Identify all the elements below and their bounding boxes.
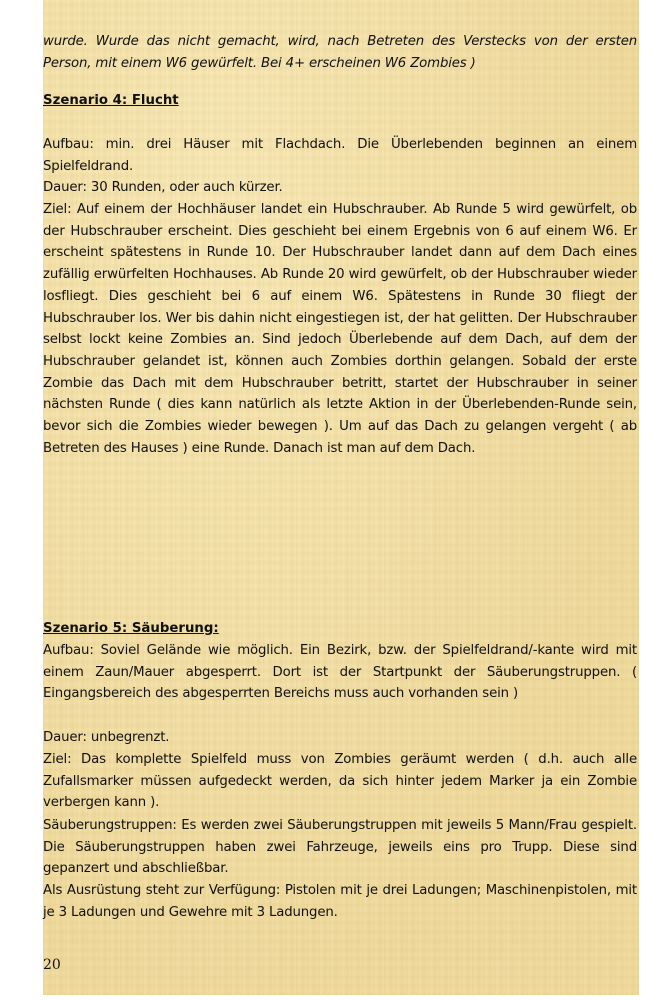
scenario-5-aufbau: Aufbau: Soviel Gelände wie möglich. Ein Bezirk, bzw. der Spielfeldrand/-kante wird mit einem Zaun/Mauer abgesperrt. Dort ist der Startpunkt der Säuberungstruppen. ( Eingangsbereich des abgesperrten Bereichs muss auch vorhanden sein ) (43, 643, 637, 702)
scenario-5-ausruestung: Als Ausrüstung steht zur Verfügung: Pistolen mit je drei Ladungen; Maschinenpistolen, mit je 3 Ladungen und Gewehre mit 3 Ladungen. (43, 883, 637, 920)
scenario-4-dauer: Dauer: 30 Runden, oder auch kürzer. (43, 180, 283, 195)
intro-paragraph: wurde. Wurde das nicht gemacht, wird, nach Betreten des Verstecks von der ersten Person, mit einem W6 gewürfelt. Bei 4+ erscheinen W6 Zombies ) (43, 34, 637, 71)
scenario-4-heading: Szenario 4: Flucht (43, 93, 179, 108)
page-number: 20 (43, 957, 61, 973)
scenario-5-ziel: Ziel: Das komplette Spielfeld muss von Zombies geräumt werden ( d.h. auch alle Zufallsmarker müssen aufgedeckt werden, da sich hinter jedem Marker ja ein Zombie verbergen kann ). (43, 752, 637, 811)
scenario-4-aufbau: Aufbau: min. drei Häuser mit Flachdach. Die Überlebenden beginnen an einem Spielfeldrand. (43, 137, 637, 174)
scenario-5-heading: Szenario 5: Säuberung: (43, 621, 219, 636)
scenario-5-dauer: Dauer: unbegrenzt. (43, 730, 170, 745)
scenario-5-truppen: Säuberungstruppen: Es werden zwei Säuberungstruppen mit jeweils 5 Mann/Frau gespielt. Die Säuberungstruppen haben zwei Fahrzeuge, jeweils eins pro Trupp. Diese sind gepanzert und abschließbar. (43, 818, 637, 877)
document-page (43, 0, 639, 995)
scenario-4-ziel: Ziel: Auf einem der Hochhäuser landet ein Hubschrauber. Ab Runde 5 wird gewürfelt, ob der Hubschrauber erscheint. Dies geschieht bei einem Ergebnis von 6 auf einem W6. Er erscheint spätestens in Runde 10. Der Hubschrauber landet dann auf dem Dach eines zufällig erwürfelten Hochhauses. Ab Runde 20 wird gewürfelt, ob der Hubschrauber wieder losfliegt. Dies geschieht bei 6 auf einem W6. Spätestens in Runde 30 fliegt der Hubschrauber los. Wer bis dahin nicht eingestiegen ist, der hat gelitten. Der Hubschrauber selbst lockt keine Zombies an. Sind jedoch Überlebende auf dem Dach, auf dem der Hubschrauber gelandet ist, können auch Zombies dorthin gelangen. Sobald der erste Zombie das Dach mit dem Hubschrauber betritt, startet der Hubschrauber in seiner nächsten Runde ( dies kann natürlich als letzte Aktion in der Überlebenden-Runde sein, bevor sich die Zombies wieder bewegen ). Um auf das Dach zu gelangen vergeht ( ab Betreten des Hauses ) eine Runde. Danach ist man auf dem Dach. (43, 202, 637, 456)
